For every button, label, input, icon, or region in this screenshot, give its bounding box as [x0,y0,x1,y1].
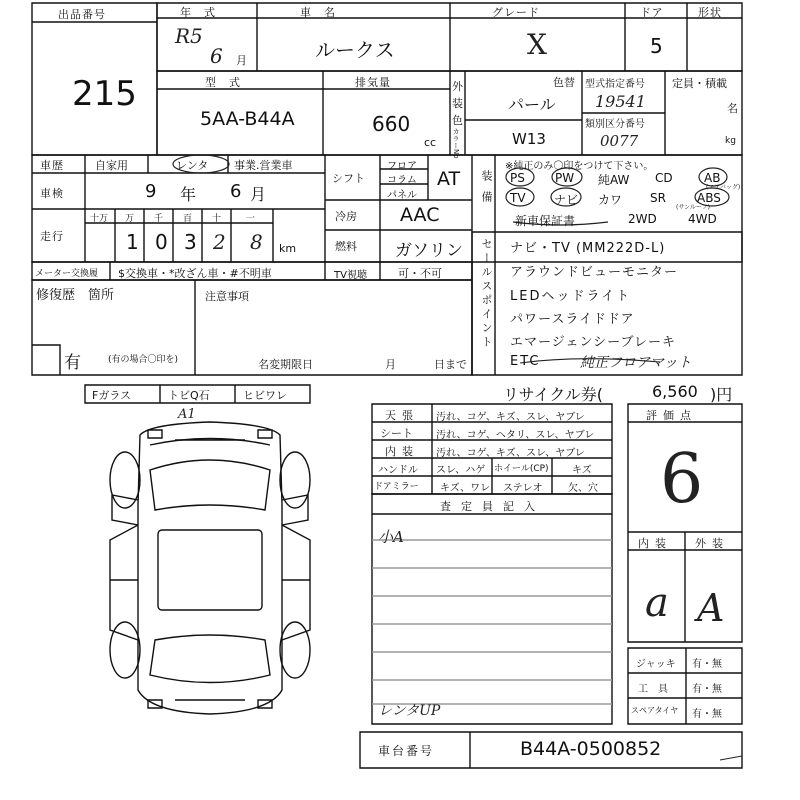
column-label: コラム [387,175,417,186]
exterior-score: A [697,586,725,630]
exterior-score-label: 外装 [695,537,729,550]
repair-value: 有 [64,353,81,373]
displacement-label: 排気量 [355,76,391,89]
sunroof-note: (サンルーフ) [676,204,710,211]
stereo-label: ステレオ [503,483,543,494]
jack-options: 有・無 [692,659,722,670]
mileage-digit-2: 0 [155,230,168,254]
ceiling-label: 天張 [385,409,419,422]
mileage-digit-4: 2 [213,230,226,254]
business-option: 事業.営業車 [234,159,293,172]
glass-front: Fガラス [92,389,131,402]
recycle-amount: 6,560 [652,382,698,401]
meter-options: $交換車・*改ざん車・#不明車 [118,267,272,280]
interior-text: 汚れ、コゲ、キズ、スレ、ヤブレ [436,448,585,459]
interior-score-label: 内装 [638,537,672,550]
sales-point-6: ETC [510,354,541,369]
shape-label: 形状 [698,6,722,19]
equip-4wd: 4WD [688,212,717,226]
digit-label-10: 十 [212,214,222,224]
stereo-text: 欠、穴 [568,483,598,494]
jack-label: ジャッキ [636,659,676,670]
type-designation-label: 型式指定番号 [585,79,645,90]
lot-number-label: 出品番号 [58,8,106,21]
inspection-label: 車検 [40,187,64,200]
inspection-year-unit: 年 [180,185,197,204]
equipment-label: 装備 [480,170,493,212]
capacity-unit-people: 名 [727,102,738,115]
lot-number: 215 [72,74,137,114]
grade-label: グレード [492,6,540,19]
equip-sr: SR [650,191,666,205]
type-designation: 19541 [595,92,646,111]
ceiling-text: 汚れ、コゲ、キズ、スレ、ヤブレ [436,412,585,423]
equip-navi: ナビ [554,193,579,207]
equipment-note: ※純正のみ〇印をつけて下さい。 [505,161,654,172]
fuel-label: 燃料 [335,240,357,253]
ac-value: AAC [400,204,440,226]
private-option: 自家用 [95,159,128,172]
digit-label-100k: 十万 [90,214,109,224]
ac-label: 冷房 [335,210,357,223]
month-unit: 月 [236,54,247,67]
car-name-label: 車 名 [300,6,336,19]
score-label: 評価点 [646,409,697,422]
sales-point-1: ナビ・TV (MM222D-L) [510,241,666,256]
seat-text: 汚れ、コゲ、ヘタリ、スレ、ヤブレ [436,430,595,441]
color-name: パール [508,95,556,114]
glass-crack: ヒビワレ [243,389,287,402]
sales-point-2: アラウンドビューモニター [510,265,679,280]
shift-value: AT [437,168,461,190]
model-code: 5AA-B44A [200,108,295,130]
inspection-month: 6 [230,181,242,202]
color-code-label: カラーNo [452,128,460,159]
sales-points-label: セールスポイント [480,238,493,350]
equip-cd: CD [655,171,673,185]
equip-ab: AB [704,171,721,185]
digit-label-10k: 万 [125,214,135,224]
mileage-digit-1: 1 [126,230,139,254]
grade: X [527,28,547,61]
equip-tv: TV [510,191,526,205]
digit-label-100: 百 [183,214,193,224]
digit-label-1k: 千 [154,214,164,224]
tool-label: 工 具 [638,684,668,695]
inspection-year: 9 [145,181,157,202]
sales-point-3: LEDヘッドライト [510,289,632,304]
year-era: R5 [175,24,203,48]
spare-label: スペアタイヤ [631,706,679,715]
equip-pw: PW [555,171,575,185]
expiry-day: 日まで [434,358,467,371]
car-diagram [110,422,310,714]
capacity-unit-kg: kg [725,136,736,146]
tv-options: 可・不可 [398,267,442,280]
spare-options: 有・無 [692,709,722,720]
car-name: ルークス [315,38,395,62]
meter-label: メーター交換履 [35,269,99,279]
tool-options: 有・無 [692,684,722,695]
digit-label-1: 一 [246,214,256,224]
color-code: W13 [512,130,546,148]
sales-point-5: エマージェンシーブレーキ [510,335,676,350]
rental-option: レンタ [176,159,209,172]
category-label: 類別区分番号 [585,119,645,130]
mirror-label: ドアミラー [374,482,419,492]
category: 0077 [600,132,639,150]
inspection-month-unit: 月 [250,185,267,204]
chassis-label: 車台番号 [378,744,435,758]
inspector-note-1: 小A [378,528,404,546]
inspector-note-2: レンタUP [378,703,441,719]
expiry-month: 月 [385,358,396,371]
glass-chip: トビQ石 [168,389,210,402]
doors-label: ドア [640,6,664,19]
attention-label: 注意事項 [205,290,249,303]
exterior-label-1: 外 [452,80,463,93]
equip-warranty: 新車保証書 [515,214,576,228]
displacement: 660 [372,112,411,136]
diagram-mark: A1 [178,407,196,422]
sales-point-etc-note: 純正フロアマット [580,355,692,371]
airbag-note: (エアバッグ) [706,184,741,191]
recycle-label: リサイクル券( [503,385,604,404]
overall-score: 6 [660,440,704,519]
floor-label: フロア [387,161,417,172]
handle-label: ハンドル [378,465,418,476]
recycle-unit: )円 [710,385,733,404]
handle-text: スレ、ハゲ [436,465,486,476]
wheel-text: キズ [572,465,592,476]
year-label: 年 式 [180,6,216,19]
panel-label: パネル [387,190,417,201]
equip-2wd: 2WD [628,212,657,226]
history-label: 車歴 [40,159,64,172]
displacement-unit: cc [424,136,437,149]
repair-note: (有の場合〇印を) [108,355,179,365]
mileage-label: 走行 [40,230,64,243]
interior-score: a [645,580,669,626]
km-unit: km [279,242,297,255]
doors: 5 [650,34,663,58]
sales-point-4: パワースライドドア [510,312,635,327]
expiry-label: 名変期限日 [258,358,313,371]
mirror-text: キズ、ワレ [440,483,491,494]
mileage-digit-3: 3 [184,230,197,254]
repair-label: 修復歴 箇所 [36,288,115,303]
equip-aw: 純AW [598,173,630,187]
model-code-label: 型 式 [205,76,241,89]
exterior-label-2: 装 [452,97,463,110]
wheel-label: ホイール(CP) [494,464,549,474]
shift-label: シフト [332,172,365,185]
inspector-label: 査定員記入 [440,500,545,513]
color-change-label: 色替 [553,76,575,89]
equip-leather: カワ [598,193,623,207]
fuel-value: ガソリン [395,241,463,261]
month-value: 6 [210,44,223,68]
equip-abs: ABS [697,191,721,205]
exterior-label-3: 色 [452,114,463,127]
chassis-number: B44A-0500852 [520,738,662,760]
tv-label: TV視聴 [334,270,367,281]
equip-ps: PS [510,171,525,185]
capacity-label: 定員・積載 [672,77,727,90]
interior-label: 内装 [385,445,419,458]
mileage-digit-5: 8 [250,230,263,254]
seat-label: シート [380,427,413,440]
